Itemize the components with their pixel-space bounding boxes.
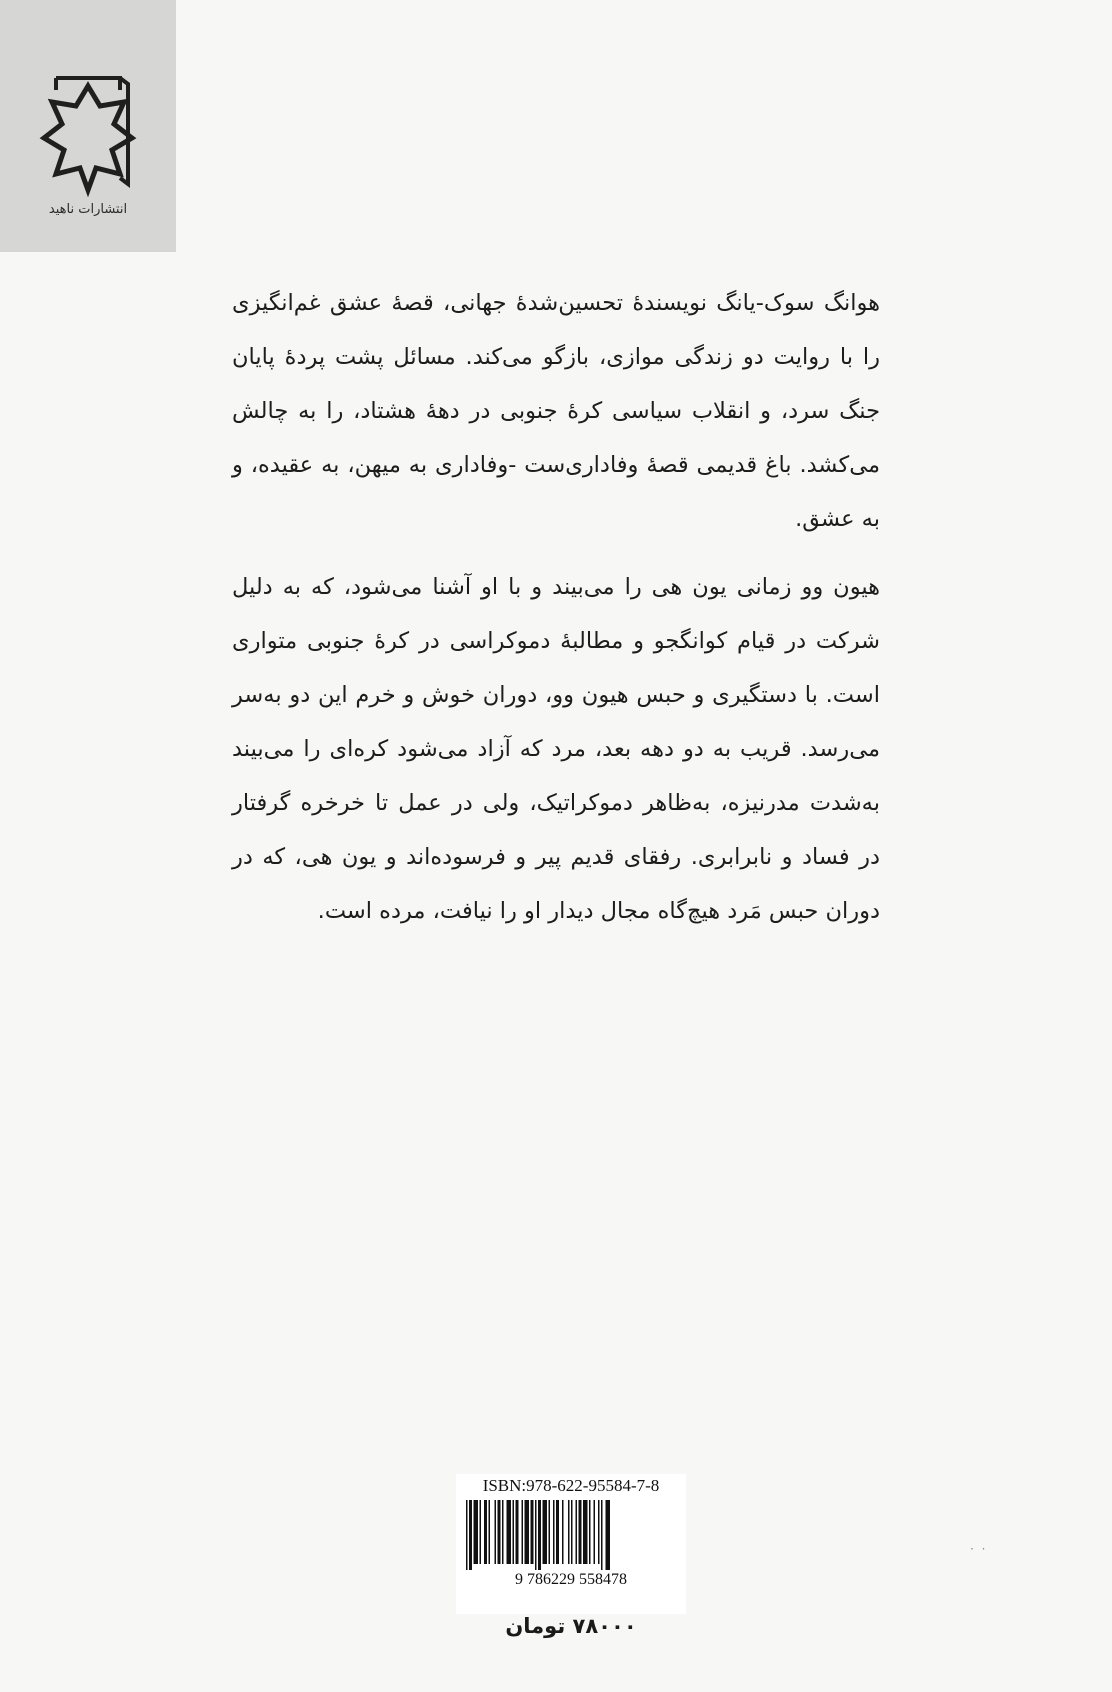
barcode-bar <box>474 1500 479 1564</box>
barcode-bar <box>556 1500 559 1564</box>
barcode-bar <box>495 1500 497 1564</box>
barcode-bar <box>507 1500 512 1564</box>
barcode-bar <box>469 1500 472 1570</box>
barcode-bar <box>480 1500 482 1564</box>
blurb-paragraph-2: هیون وو زمانی یون هی را می‌بیند و با او آشنا می‌شود، که به دلیل شرکت در قیام کوانگجو و مطالبهٔ دموکراسی در کرهٔ جنوبی متواری است. با دستگیری و حبس هیون وو، دوران خوش و خرم این دو به‌سر می‌رسد. قریب به دو دهه بعد، مرد که آزاد می‌شود کره‌ای را می‌بیند به‌شدت مدرنیزه، به‌ظاهر دموکراتیک، ولی در عمل تا خرخره گرفتار در فساد و نابرابری. رفقای قدیم پیر و فرسوده‌اند و یون هی، که در دوران حبس مَرد هیچ‌گاه مجال دیدار او را نیافت، مرده است. <box>232 574 880 924</box>
barcode-bar <box>489 1500 491 1564</box>
barcode-bar <box>583 1500 588 1564</box>
barcode-bar <box>589 1500 591 1564</box>
blurb-paragraph-1: هوانگ سوک-یانگ نویسندهٔ تحسین‌شدهٔ جهانی، قصهٔ عشق غم‌انگیزی را با روایت دو زندگی موازی، بازگو می‌کند. مسائل پشت پردهٔ پایان جنگ سرد، و انقلاب سیاسی کرهٔ جنوبی در دههٔ هشتاد، را به چالش می‌کشد. باغ قدیمی قصهٔ وفاداری‌ست -وفاداری به میهن، به عقیده، و به عشق. <box>232 290 880 532</box>
publisher-logo-panel <box>0 0 176 252</box>
barcode-bar <box>549 1500 551 1564</box>
decorative-dots: · · <box>970 1542 988 1556</box>
barcode-bar <box>513 1500 515 1564</box>
barcode-bar <box>579 1500 582 1564</box>
barcode-bar <box>531 1500 534 1564</box>
barcode-bar <box>502 1500 504 1564</box>
barcode-bar <box>606 1500 611 1570</box>
barcode-image <box>456 1500 686 1588</box>
isbn-barcode-block <box>456 1474 686 1614</box>
publisher-name: انتشارات ناهید <box>48 202 128 217</box>
barcode-bar <box>598 1500 600 1564</box>
barcode-bar <box>484 1500 487 1564</box>
barcode-bar <box>516 1500 519 1564</box>
barcode-bar <box>498 1500 501 1564</box>
barcode-bar <box>466 1500 468 1570</box>
price-label: ۷۸۰۰۰ تومان <box>505 1614 637 1638</box>
barcode-bar <box>601 1500 603 1570</box>
barcode-bar <box>522 1500 524 1564</box>
barcode-bar <box>535 1500 537 1570</box>
publisher-logo-icon <box>28 72 148 202</box>
isbn-label: ISBN:978-622-95584-7-8 <box>482 1476 660 1495</box>
barcode-bar <box>543 1500 548 1564</box>
barcode-bar <box>594 1500 596 1564</box>
barcode-bar <box>576 1500 578 1564</box>
barcode-bar <box>525 1500 530 1564</box>
barcode-bar <box>538 1500 541 1570</box>
barcode-bar <box>562 1500 564 1564</box>
barcode-bar <box>553 1500 555 1564</box>
barcode-bar <box>568 1500 570 1564</box>
barcode-digits: 9 786229 558478 <box>515 1571 627 1588</box>
barcode-bar <box>571 1500 573 1564</box>
